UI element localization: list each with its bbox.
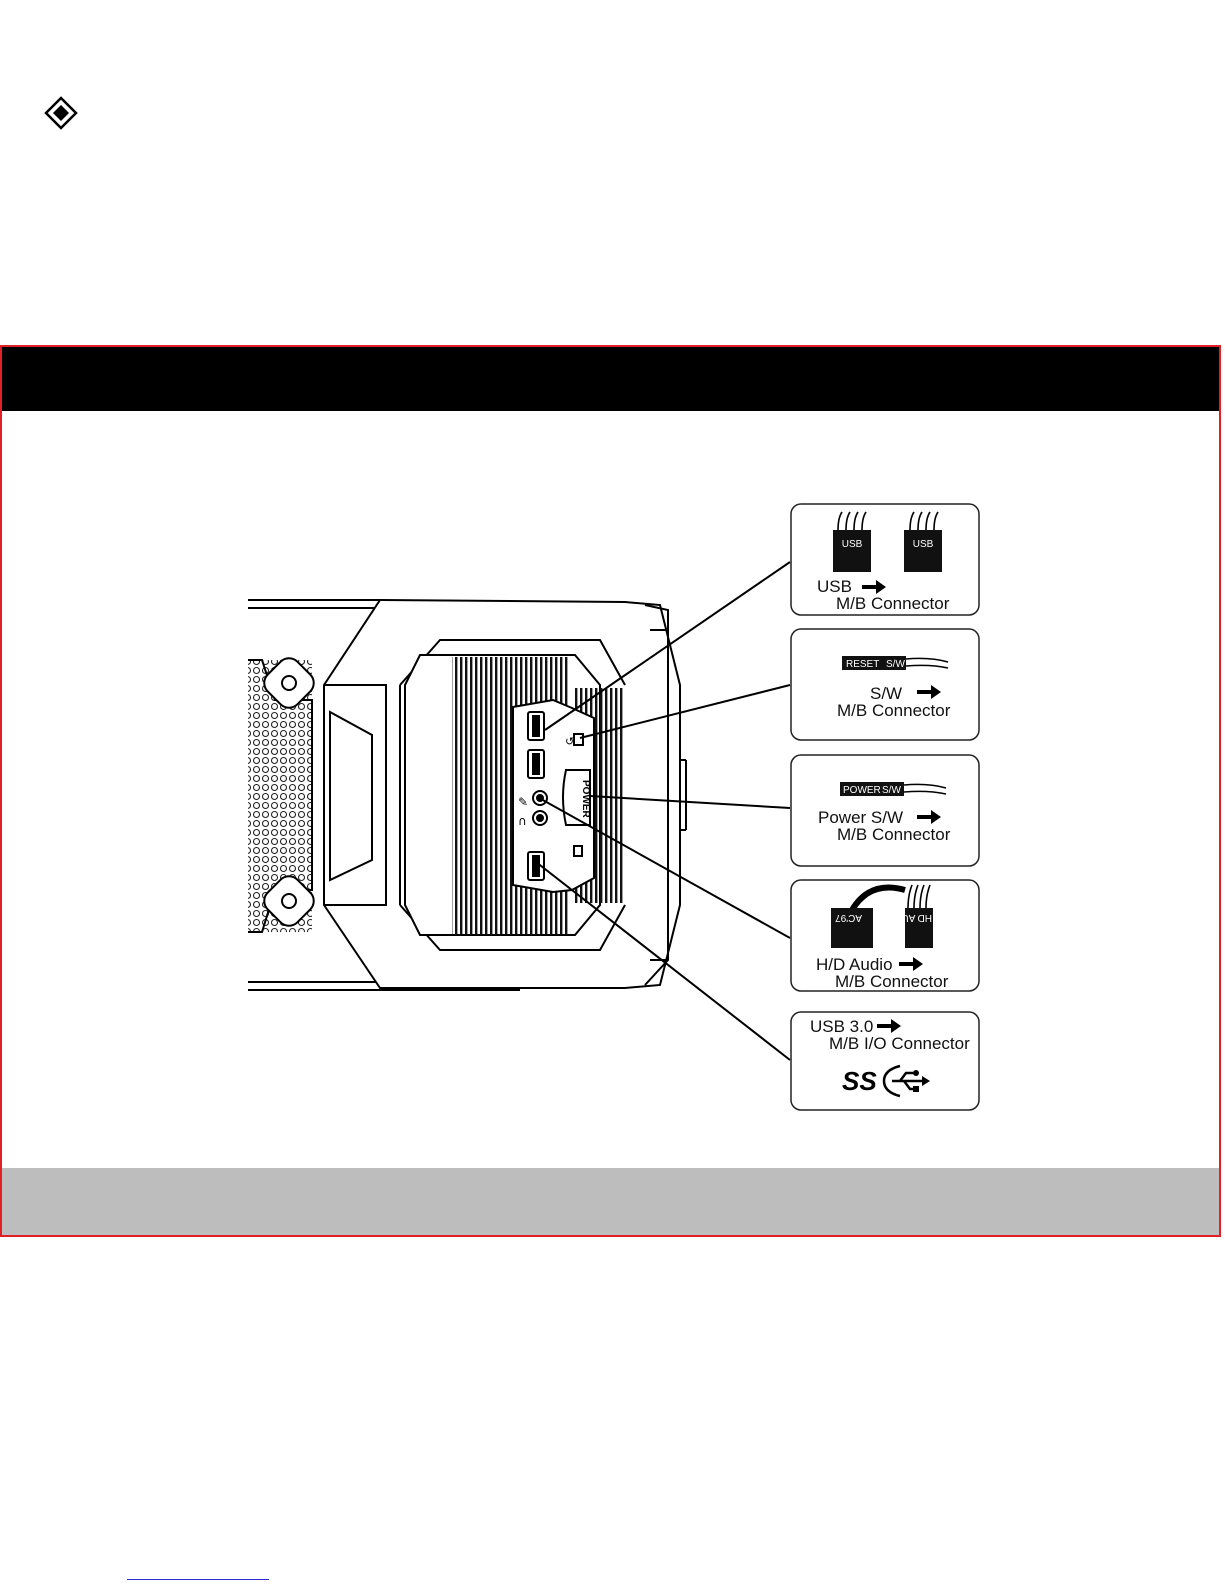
svg-text:HD AUDIO: HD AUDIO — [883, 912, 932, 923]
svg-text:M/B Connector: M/B Connector — [836, 594, 950, 613]
callout-reset-sw — [791, 629, 979, 740]
mic-symbol-icon: ✎ — [518, 795, 529, 809]
svg-text:Power S/W: Power S/W — [818, 808, 904, 827]
svg-text:M/B Connector: M/B Connector — [837, 701, 951, 720]
svg-text:RESET: RESET — [846, 659, 880, 670]
callout-hd-audio — [791, 880, 979, 991]
svg-text:S/W: S/W — [870, 684, 903, 703]
svg-text:M/B Connector: M/B Connector — [835, 972, 949, 991]
io-port-cluster — [513, 700, 594, 892]
usb-port-1[interactable] — [528, 712, 544, 740]
usb-header-plug-1 — [833, 530, 871, 572]
reset-symbol-icon: ↺ — [565, 735, 575, 748]
usb-header-plug-2 — [904, 530, 942, 572]
svg-text:S/W: S/W — [882, 785, 901, 796]
svg-text:M/B Connector: M/B Connector — [837, 825, 951, 844]
svg-text:USB: USB — [841, 539, 863, 550]
svg-text:USB: USB — [912, 539, 934, 550]
callout-power-sw — [791, 755, 979, 866]
headphone-jack[interactable] — [533, 811, 547, 825]
svg-text:POWER: POWER — [843, 785, 881, 796]
svg-text:SS: SS — [842, 1066, 877, 1096]
svg-text:USB: USB — [817, 577, 852, 596]
svg-text:S/W: S/W — [886, 659, 905, 670]
case-top-panel — [248, 600, 686, 990]
power-button[interactable] — [563, 770, 591, 825]
mic-jack[interactable] — [533, 791, 547, 805]
callout-usb — [791, 504, 979, 615]
reset-button[interactable] — [574, 734, 583, 745]
bottom-link-underline — [127, 1579, 269, 1580]
svg-text:H/D Audio: H/D Audio — [816, 955, 893, 974]
headphone-symbol-icon: ∩ — [518, 814, 527, 828]
usb-port-2[interactable] — [528, 750, 544, 778]
svg-text:AC'97: AC'97 — [835, 912, 862, 923]
svg-text:M/B I/O Connector: M/B I/O Connector — [829, 1034, 970, 1053]
callout-usb3 — [791, 1012, 979, 1110]
hdd-led — [574, 846, 582, 856]
power-button-label: POWER — [580, 780, 591, 818]
svg-text:USB 3.0: USB 3.0 — [810, 1017, 874, 1036]
